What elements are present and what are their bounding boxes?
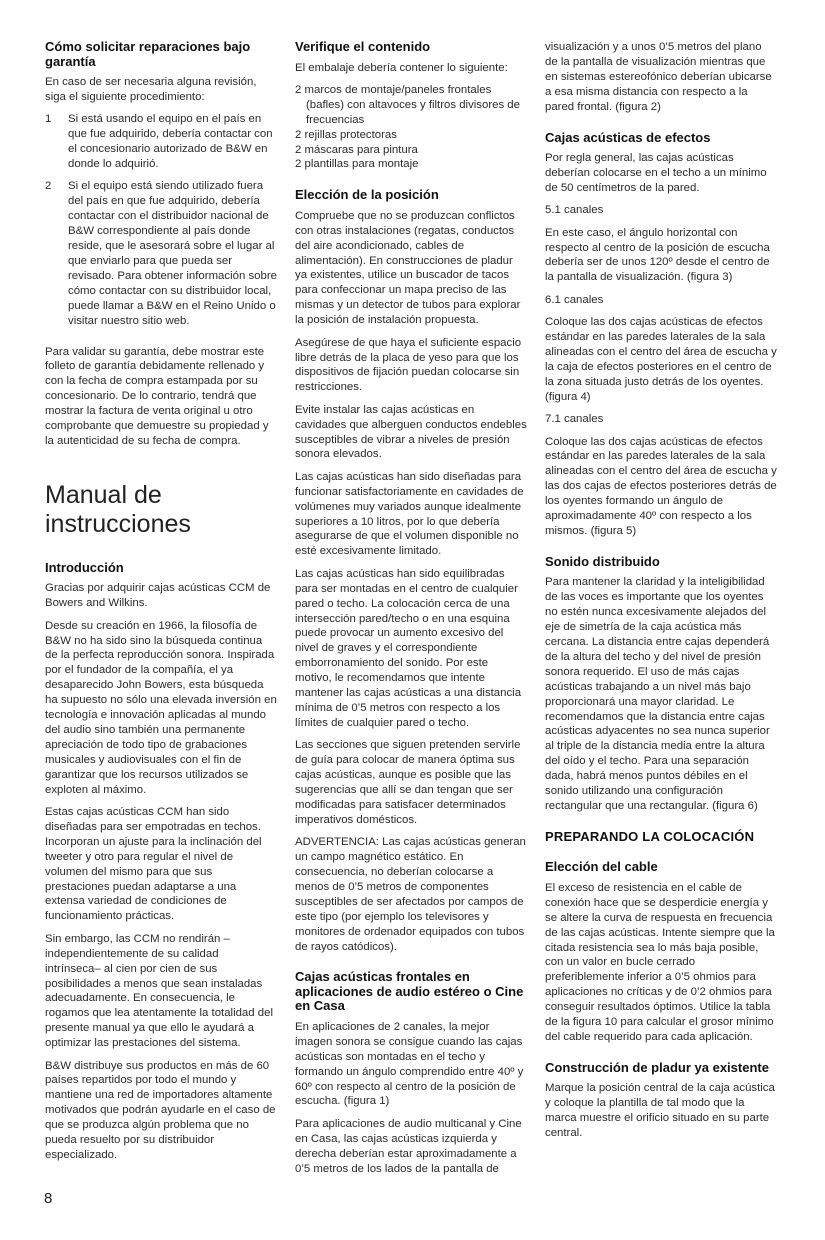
column-3 [545,40,777,1148]
paragraph: Las cajas acústicas han sido equilibradas para ser montadas en el centro de cualquier pared o techo. La colocación cerca de una intersección pared/techo o en una esquina puede provocar un aumento excesivo del nivel de graves y el correspondiente emborronamiento del sonido. Por este motivo, le recomendamos que intente mantener las cajas acústicas a una distancia mínima de 0’5 metros con respecto a los límites de cualquier pared o techo. [295,567,522,729]
subheading-5-1: 5.1 canales [545,204,604,217]
drywall-heading: Construcción de pladur ya existente [545,1059,769,1075]
paragraph: En aplicaciones de 2 canales, la mejor imagen sonora se consigue cuando las cajas acústicas son montadas en el techo y formando un ángulo comprendido entre 40º y 60º con respecto al centro de la posición de escucha. (figura 1) [295,1020,524,1108]
warning-paragraph: ADVERTENCIA: Las cajas acústicas generan un campo magnético estático. En consecuencia, no deberían colocarse a menos de 0’5 metros de componentes susceptibles de ser afectados por campos de este tipo (por ejemplo los televisores y monitores de ordenador equipados con tubos de rayos catódicos). [295,836,526,953]
contents-heading: Verifique el contenido [295,39,431,54]
paragraph: Para mantener la claridad y la inteligibilidad de las voces es importante que los oyentes no estén nunca excesivamente alejados del eje de simetría de la caja acústica más cercana. La distancia entre cajas dependerá de la altura del techo y del nivel de presión sonora requerido. El uso de más cajas acústicas trabajando a un nivel más bajo proporcionará una mayor claridad. Le recomendamos que la distancia entre cajas acústicas adyacentes no sea nunca superior al triple de la distancia media entre la altura del oído y el techo. Para una separación dada, habrá menos puntos débiles en el sonido utilizando una configuración rectangular que una rectangular. (figura 6) [545,576,770,812]
paragraph: Asegúrese de que haya el suficiente espacio libre detrás de la placa de yeso para que los dispositivos de fijación puedan colocarse sin restricciones. [295,336,522,394]
paragraph: Evite instalar las cajas acústicas en cavidades que alberguen conductos endebles susceptibles de vibrar a niveles de presión sonora elevados. [295,403,527,461]
distributed-heading: Sonido distribuido [545,553,660,569]
paragraph: En este caso, el ángulo horizontal con respecto al centro de la posición de escucha debería ser de unos 120º desde el centro de la pantalla de visualización. (figura 3) [545,226,770,284]
paragraph: Desde su creación en 1966, la filosofía de B&W no ha sido sino la búsqueda continua de la perfecta reproducción sonora. Inspirada por el fundador de la compañía, el ya desaparecido John Bowers, esta búsqueda ha supuesto no sólo una elevada inversión en tecnología e innovación aplicadas al mundo del audio sino también una permanente apreciación de todo tipo de grabaciones musicales y audiovisuales con el fin de garantizar que los recursos utilizados se exploten al máximo. [45,619,277,796]
column-2 [295,40,527,1184]
paragraph: Gracias por adquirir cajas acústicas CCM de Bowers and Wilkins. [45,582,271,610]
step-number: 2 [45,180,52,193]
paragraph: B&W distribuye sus productos en más de 60 países repartidos por todo el mundo y mantiene una red de importadores altamente motivados que podrán ayudarle en el caso de que se produzca algún problema que no pueda resuelto por su distribuidor especializado. [45,1059,276,1161]
cable-heading: Elección del cable [545,859,658,875]
paragraph: Las cajas acústicas han sido diseñadas para funcionar satisfactoriamente en cavidades de volúmenes muy variados aunque idealmente superiores a 10 litros, por lo que debería asegurarse de que el volumen disponible no esté excesivamente limitado. [295,470,524,558]
contents-intro: El embalaje debería contener lo siguiente: [295,61,508,74]
position-heading: Elección de la posición [295,187,439,203]
warranty-validate-paragraph: Para validar su garantía, debe mostrar este folleto de garantía debidamente rellenado y con la fecha de compra estampada por su concesionario. De lo contrario, tendrá que mostrar la factura de venta original u otro comprobante que demuestre su propiedad y la autenticidad de su fecha de compra. [45,345,269,447]
paragraph: Coloque las dos cajas acústicas de efectos estándar en las paredes laterales de la sala alineadas con el centro del área de escucha y las dos cajas de efectos posteriores detrás de los oyentes formando un ángulo de aproximadamente 40º con respecto a los mismos. (figura 5) [545,435,777,537]
paragraph: El exceso de resistencia en el cable de conexión hace que se desperdicie energía y se altere la curva de respuesta en frecuencia de las cajas acústicas. Intente siempre que la citada resistencia sea lo más baja posible, con un valor en bucle cerrado preferiblemente inferior a 0’5 ohmios para aplicaciones no críticas y de 0’2 ohmios para conseguir resultados óptimos. Utilice la tabla de la figura 10 para calcular el grosor mínimo del cable requerido para cada aplicación. [545,881,775,1043]
paragraph: Para aplicaciones de audio multicanal y Cine en Casa, las cajas acústicas izquierda y derecha deberían estar aproximadamente a 0’5 metros de los lados de la pantalla de [295,1117,522,1175]
page-number: 8 [44,1190,53,1207]
step-text: Si el equipo está siendo utilizado fuera del país en que fue adquirido, debería contactar con el distribuidor nacional de B&W correspondiente al país donde reside, que le asesorará sobre el lugar al que enviarlo para que pueda ser revisado. Para obtener información sobre cómo contactar con su distribuidor local, puede llamar a B&W en el Reino Unido o visitar nuestro sitio web. [68,180,277,327]
list-item: 2 marcos de montaje/paneles frontales (bafles) con altavoces y filtros divisores de frecuencias [295,83,520,126]
preparing-heading: PREPARANDO LA COLOCACIÓN [545,828,755,844]
paragraph: Compruebe que no se produzcan conflictos con otras instalaciones (regatas, conductos del aire acondicionado, cables de alimentación). En construcciones de pladur ya existentes, utilice un buscador de tacos para confeccionar un mapa preciso de las mismas y un detector de tubos para explorar la posición de instalación propuesta. [295,209,521,327]
paragraph: Por regla general, las cajas acústicas deberían colocarse en el techo a un mínimo de 50 centímetros de la pared. [545,152,767,194]
list-item: 2 plantillas para montaje [295,158,419,171]
warranty-steps [45,112,277,328]
subheading-7-1: 7.1 canales [545,413,604,426]
front-speakers-heading: Cajas acústicas frontales en aplicaciones de audio estéreo o Cine en Casa [295,969,524,1014]
intro-heading: Introducción [45,559,124,575]
paragraph: Marque la posición central de la caja acústica y coloque la plantilla de tal modo que la marca muestre el orificio situado en su parte central. [545,1082,775,1140]
effects-heading: Cajas acústicas de efectos [545,129,711,145]
contents-list [295,83,527,172]
paragraph: visualización y a unos 0’5 metros del plano de la pantalla de visualización mientras que en sistemas estereofónico deberían ubicarse a esa misma distancia con respecto a la pared frontal. (figura 2) [545,41,772,113]
step-number: 1 [45,113,52,126]
manual-title: Manual de instrucciones [45,480,191,538]
paragraph: Coloque las dos cajas acústicas de efectos estándar en las paredes laterales de la sala alineadas con el centro del área de escucha y la caja de efectos posteriores en el centro de la zona situada justo detrás de los oyentes. (figura 4) [545,316,777,403]
warranty-heading: Cómo solicitar reparaciones bajo garantía [45,39,251,69]
step-text: Si está usando el equipo en el país en que fue adquirido, debería contactar con el concesionario autorizado de B&W en donde lo adquirió. [68,113,273,171]
paragraph: Sin embargo, las CCM no rendirán –independientemente de su calidad intrínseca– al cien por cien de sus posibilidades a menos que sean instaladas adecuadamente. En consecuencia, le rogamos que lea atentamente la totalidad del presente manual ya que ello le ayudará a optimizar las prestaciones del sistema. [45,932,273,1050]
list-item: 2 rejillas protectoras [295,128,397,141]
paragraph: Las secciones que siguen pretenden servirle de guía para colocar de manera óptima sus cajas acústicas, aunque es posible que las sugerencias que allí se dan tengan que ser modificadas para satisfacer determinados imperativos domésticos. [295,739,521,826]
list-item: 2 máscaras para pintura [295,143,418,156]
list-item [45,179,277,328]
list-item [45,112,277,172]
paragraph: Estas cajas acústicas CCM han sido diseñadas para ser empotradas en techos. Incorporan un ajuste para la inclinación del tweeter y otro para regular el nivel de volumen del mismo para que sus prestaciones puedan adaptarse a una extensa variedad de condiciones de funcionamiento prácticas. [45,806,262,923]
subheading-6-1: 6.1 canales [545,293,604,306]
column-1 [45,40,277,1170]
warranty-intro: En caso de ser necesaria alguna revisión, siga el siguiente procedimiento: [45,76,257,103]
